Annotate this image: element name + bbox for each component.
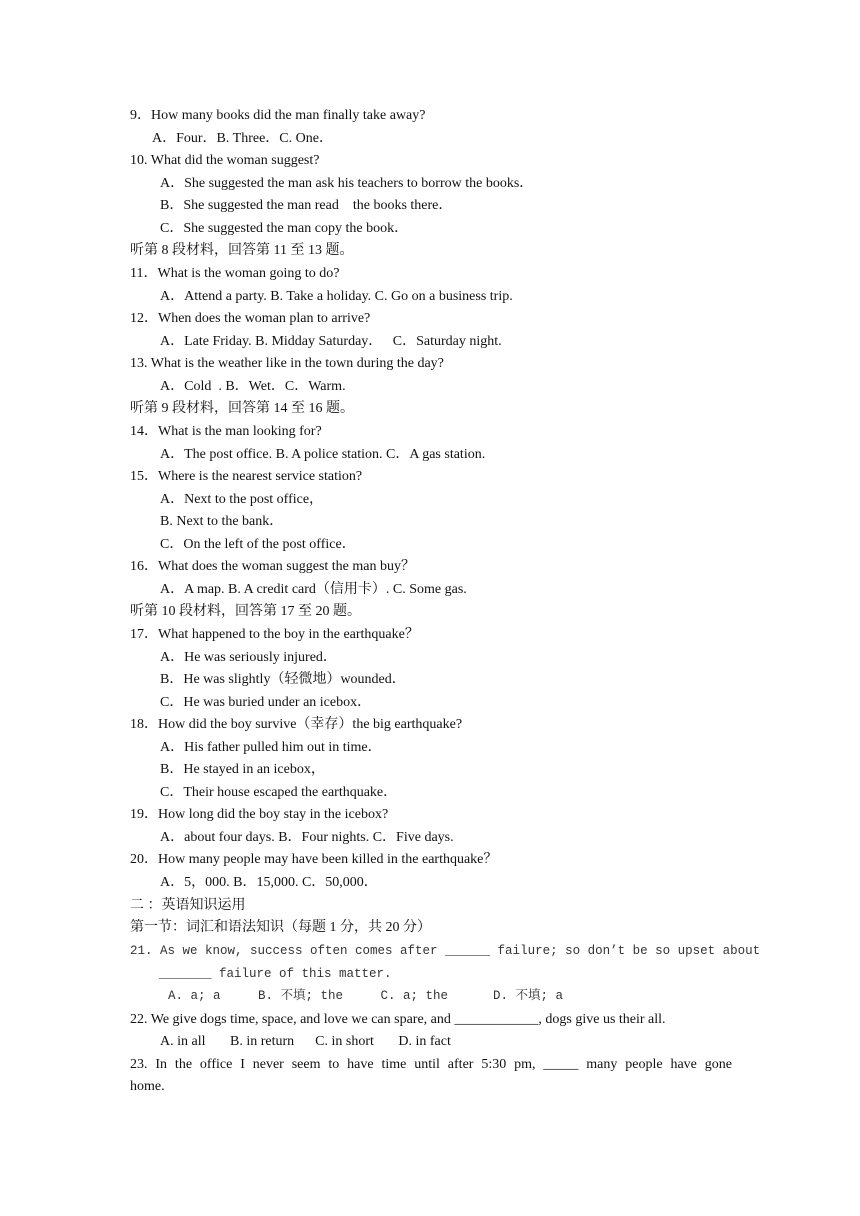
question-18-option-c: C．Their house escaped the earthquake． bbox=[160, 785, 398, 800]
question-22-options: A. in all B. in return C. in short D. in fact bbox=[160, 1034, 451, 1049]
question-18-option-b: B．He stayed in an icebox， bbox=[160, 762, 325, 777]
question-19: 19．How long did the boy stay in the icebox? bbox=[130, 807, 389, 822]
question-22: 22. We give dogs time, space, and love we can spare, and ____________, dogs give us their all. bbox=[130, 1012, 666, 1027]
question-23-line-2: home. bbox=[130, 1079, 165, 1094]
question-18: 18．How did the boy survive（幸存）the big earthquake? bbox=[130, 717, 463, 732]
question-13-options: A．Cold . B．Wet．C．Warm. bbox=[160, 379, 346, 394]
question-15: 15．Where is the nearest service station? bbox=[130, 469, 363, 484]
question-17-option-c: C．He was buried under an icebox． bbox=[160, 695, 372, 710]
question-14: 14．What is the man looking for? bbox=[130, 424, 322, 439]
section-1-heading: 第一节：词汇和语法知识（每题 1 分，共 20 分） bbox=[130, 920, 431, 935]
question-10: 10. What did the woman suggest? bbox=[130, 153, 320, 168]
question-20-options: A．5，000. B．15,000. C．50,000． bbox=[160, 875, 378, 890]
question-9: 9．How many books did the man finally take away? bbox=[130, 108, 426, 123]
question-18-option-a: A．His father pulled him out in time． bbox=[160, 740, 382, 755]
question-17: 17．What happened to the boy in the earthquake？ bbox=[130, 627, 419, 642]
section-10-instruction: 听第 10 段材料，回答第 17 至 20 题。 bbox=[130, 604, 361, 619]
question-15-option-a: A．Next to the post office， bbox=[160, 492, 324, 507]
question-10-option-a: A．She suggested the man ask his teachers to borrow the books． bbox=[160, 176, 534, 191]
question-15-option-c: C．On the left of the post office． bbox=[160, 537, 356, 552]
question-11: 11．What is the woman going to do? bbox=[130, 266, 340, 281]
question-16-options: A．A map. B. A credit card（信用卡）. C. Some gas. bbox=[160, 582, 467, 597]
question-21-line-2: _______ failure of this matter. bbox=[159, 967, 392, 981]
part-2-heading: 二 ：英语知识运用 bbox=[130, 898, 246, 913]
section-8-instruction: 听第 8 段材料，回答第 11 至 13 题。 bbox=[130, 243, 354, 258]
question-14-options: A．The post office. B. A police station. C．A gas station. bbox=[160, 447, 486, 462]
question-19-options: A．about four days. B．Four nights. C．Five days. bbox=[160, 830, 454, 845]
question-10-option-c: C．She suggested the man copy the book． bbox=[160, 221, 409, 236]
question-17-option-b: B．He was slightly（轻微地）wounded． bbox=[160, 672, 406, 687]
question-12: 12．When does the woman plan to arrive? bbox=[130, 311, 371, 326]
question-11-options: A．Attend a party. B. Take a holiday. C. Go on a business trip. bbox=[160, 289, 513, 304]
question-9-options: A．Four．B. Three．C. One． bbox=[152, 131, 333, 146]
section-9-instruction: 听第 9 段材料，回答第 14 至 16 题。 bbox=[130, 401, 354, 416]
question-21-line-1: 21. As we know, success often comes after ______ failure; so don’t be so upset about bbox=[130, 944, 761, 958]
question-23-line-1: 23. In the office I never seem to have time until after 5:30 pm, _____ many people have gone bbox=[130, 1057, 732, 1072]
question-16: 16．What does the woman suggest the man buy？ bbox=[130, 559, 416, 574]
question-15-option-b: B. Next to the bank． bbox=[160, 514, 284, 529]
question-12-options: A．Late Friday. B. Midday Saturday． C．Saturday night. bbox=[160, 334, 502, 349]
question-17-option-a: A．He was seriously injured． bbox=[160, 650, 337, 665]
question-10-option-b: B．She suggested the man read the books there． bbox=[160, 198, 453, 213]
question-13: 13. What is the weather like in the town during the day? bbox=[130, 356, 444, 371]
question-20: 20．How many people may have been killed in the earthquake？ bbox=[130, 852, 498, 867]
question-21-options: A. a; a B. 不填; the C. a; the D. 不填; a bbox=[168, 989, 564, 1003]
